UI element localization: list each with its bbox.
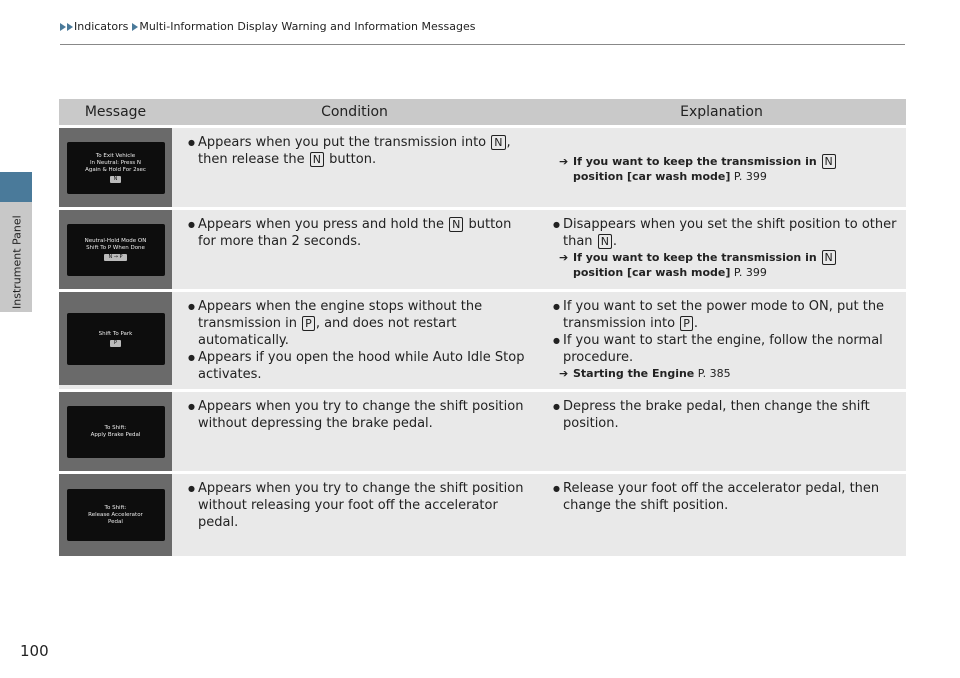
reference-arrow-icon: ➔	[559, 251, 569, 264]
table-row	[59, 292, 906, 389]
table-row	[59, 474, 906, 556]
bullet-item	[553, 216, 900, 250]
gear-key-icon: N	[449, 217, 463, 232]
screen-text: Again & Hold For 2sec	[85, 166, 146, 173]
breadcrumb-arrow-icon	[132, 23, 138, 31]
reference-title: If you want to keep the transmission in	[573, 251, 821, 264]
bullet-text: If you want to start the engine, follow the normal procedure.	[563, 333, 883, 365]
sidebar-label: Instrument Panel	[10, 215, 24, 309]
cross-reference-link[interactable]	[553, 250, 900, 280]
gear-key-icon: N	[598, 234, 612, 249]
bullet-text: Disappears when you set the shift position to other than	[563, 217, 897, 249]
gear-key-icon: N	[491, 135, 505, 150]
bullet-text: Release your foot off the accelerator pedal, then change the shift position.	[563, 481, 880, 513]
gear-key-icon: N	[822, 154, 836, 169]
bullet-item	[188, 349, 531, 383]
explanation-cell	[537, 292, 906, 389]
display-screen-image	[59, 474, 172, 556]
message-image-cell	[59, 210, 172, 289]
display-screen	[67, 142, 165, 194]
table-row	[59, 128, 906, 207]
breadcrumb	[60, 20, 479, 33]
bullet-text: Depress the brake pedal, then change the shift position.	[563, 399, 870, 431]
column-header: Explanation	[537, 99, 906, 125]
condition-cell	[172, 292, 537, 389]
bullet-text: If you want to set the power mode to ON, put the transmission into	[563, 299, 885, 331]
column-header: Condition	[172, 99, 537, 125]
bullet-text: button for more than 2 seconds.	[198, 217, 512, 249]
condition-cell	[172, 474, 537, 556]
bullet-item	[188, 398, 531, 432]
display-screen	[67, 489, 165, 541]
bullet-item	[553, 298, 900, 332]
bullet-item	[553, 398, 900, 432]
gear-key-icon: P	[302, 316, 315, 331]
display-screen	[67, 406, 165, 458]
header-rule	[60, 44, 905, 45]
condition-cell	[172, 128, 537, 207]
gear-key-icon: P	[680, 316, 693, 331]
message-image-cell	[59, 392, 172, 471]
bullet-text: Appears when you try to change the shift position without releasing your foot off the accelerator pedal.	[198, 481, 524, 530]
explanation-cell	[537, 392, 906, 471]
bullet-item	[553, 480, 900, 514]
display-screen-image	[59, 210, 172, 289]
bullet-text: Appears when you press and hold the	[198, 217, 449, 232]
screen-text: In Neutral: Press N	[89, 159, 142, 166]
screen-text: Neutral-Hold Mode ON	[84, 238, 147, 244]
cross-reference-link[interactable]	[553, 154, 900, 184]
column-header: Message	[59, 99, 172, 125]
screen-gear-indicator: P	[110, 340, 121, 347]
reference-page: P. 399	[730, 266, 767, 279]
screen-text: To Shift:	[104, 424, 127, 431]
display-screen	[67, 313, 165, 365]
reference-arrow-icon: ➔	[559, 367, 569, 380]
bullet-text: Appears if you open the hood while Auto Idle Stop activates.	[198, 350, 525, 382]
screen-gear-indicator: N	[110, 176, 122, 183]
display-screen-image	[59, 128, 172, 207]
breadcrumb-item[interactable]: Multi-Information Display Warning and Information Messages	[139, 20, 476, 33]
message-image-cell	[59, 128, 172, 207]
condition-cell	[172, 392, 537, 471]
bullet-text: .	[693, 316, 698, 331]
bullet-text: , and does not restart automatically.	[198, 316, 457, 348]
screen-text: Release Accelerator	[88, 511, 143, 518]
message-image-cell	[59, 292, 172, 389]
gear-key-icon: N	[310, 152, 324, 167]
table-row	[59, 392, 906, 471]
gear-key-icon: N	[822, 250, 836, 265]
cross-reference-link[interactable]	[553, 366, 900, 381]
sidebar-tab	[0, 172, 32, 202]
bullet-item	[188, 216, 531, 250]
bullet-item	[188, 134, 531, 168]
explanation-cell	[537, 128, 906, 207]
screen-text: Shift To P When Done	[86, 245, 145, 251]
screen-text: To Exit Vehicle	[95, 152, 136, 159]
reference-page: P. 385	[694, 367, 731, 380]
message-image-cell	[59, 474, 172, 556]
screen-text: To Shift:	[104, 504, 127, 511]
screen-gear-indicator: N → P	[104, 254, 126, 261]
page-number: 100	[20, 642, 49, 660]
bullet-text: button.	[324, 152, 377, 167]
messages-table	[59, 96, 906, 559]
display-screen-image	[59, 292, 172, 385]
bullet-item	[188, 480, 531, 531]
table-header-row	[59, 99, 906, 125]
bullet-item	[188, 298, 531, 349]
screen-text: Apply Brake Pedal	[90, 431, 141, 438]
reference-title: Starting the Engine	[573, 367, 695, 380]
breadcrumb-arrow-icon	[60, 23, 66, 31]
breadcrumb-arrow-icon	[67, 23, 73, 31]
bullet-text: .	[612, 234, 618, 249]
breadcrumb-item[interactable]: Indicators	[74, 20, 129, 33]
table-row	[59, 210, 906, 289]
reference-title: position [car wash mode]	[573, 170, 731, 183]
reference-page: P. 399	[730, 170, 767, 183]
screen-text: Pedal	[108, 518, 123, 525]
bullet-text: , then release the	[198, 135, 511, 167]
bullet-text: Appears when you put the transmission into	[198, 135, 491, 150]
bullet-text: Appears when you try to change the shift position without depressing the brake pedal.	[198, 399, 524, 431]
explanation-cell	[537, 474, 906, 556]
reference-title: position [car wash mode]	[573, 266, 731, 279]
reference-title: If you want to keep the transmission in	[573, 155, 821, 168]
explanation-cell	[537, 210, 906, 289]
display-screen-image	[59, 392, 172, 471]
condition-cell	[172, 210, 537, 289]
bullet-text: Appears when the engine stops without the transmission in	[198, 299, 483, 331]
reference-arrow-icon: ➔	[559, 155, 569, 168]
screen-text: Shift To Park	[98, 330, 133, 337]
display-screen	[67, 224, 165, 276]
bullet-item	[553, 332, 900, 366]
